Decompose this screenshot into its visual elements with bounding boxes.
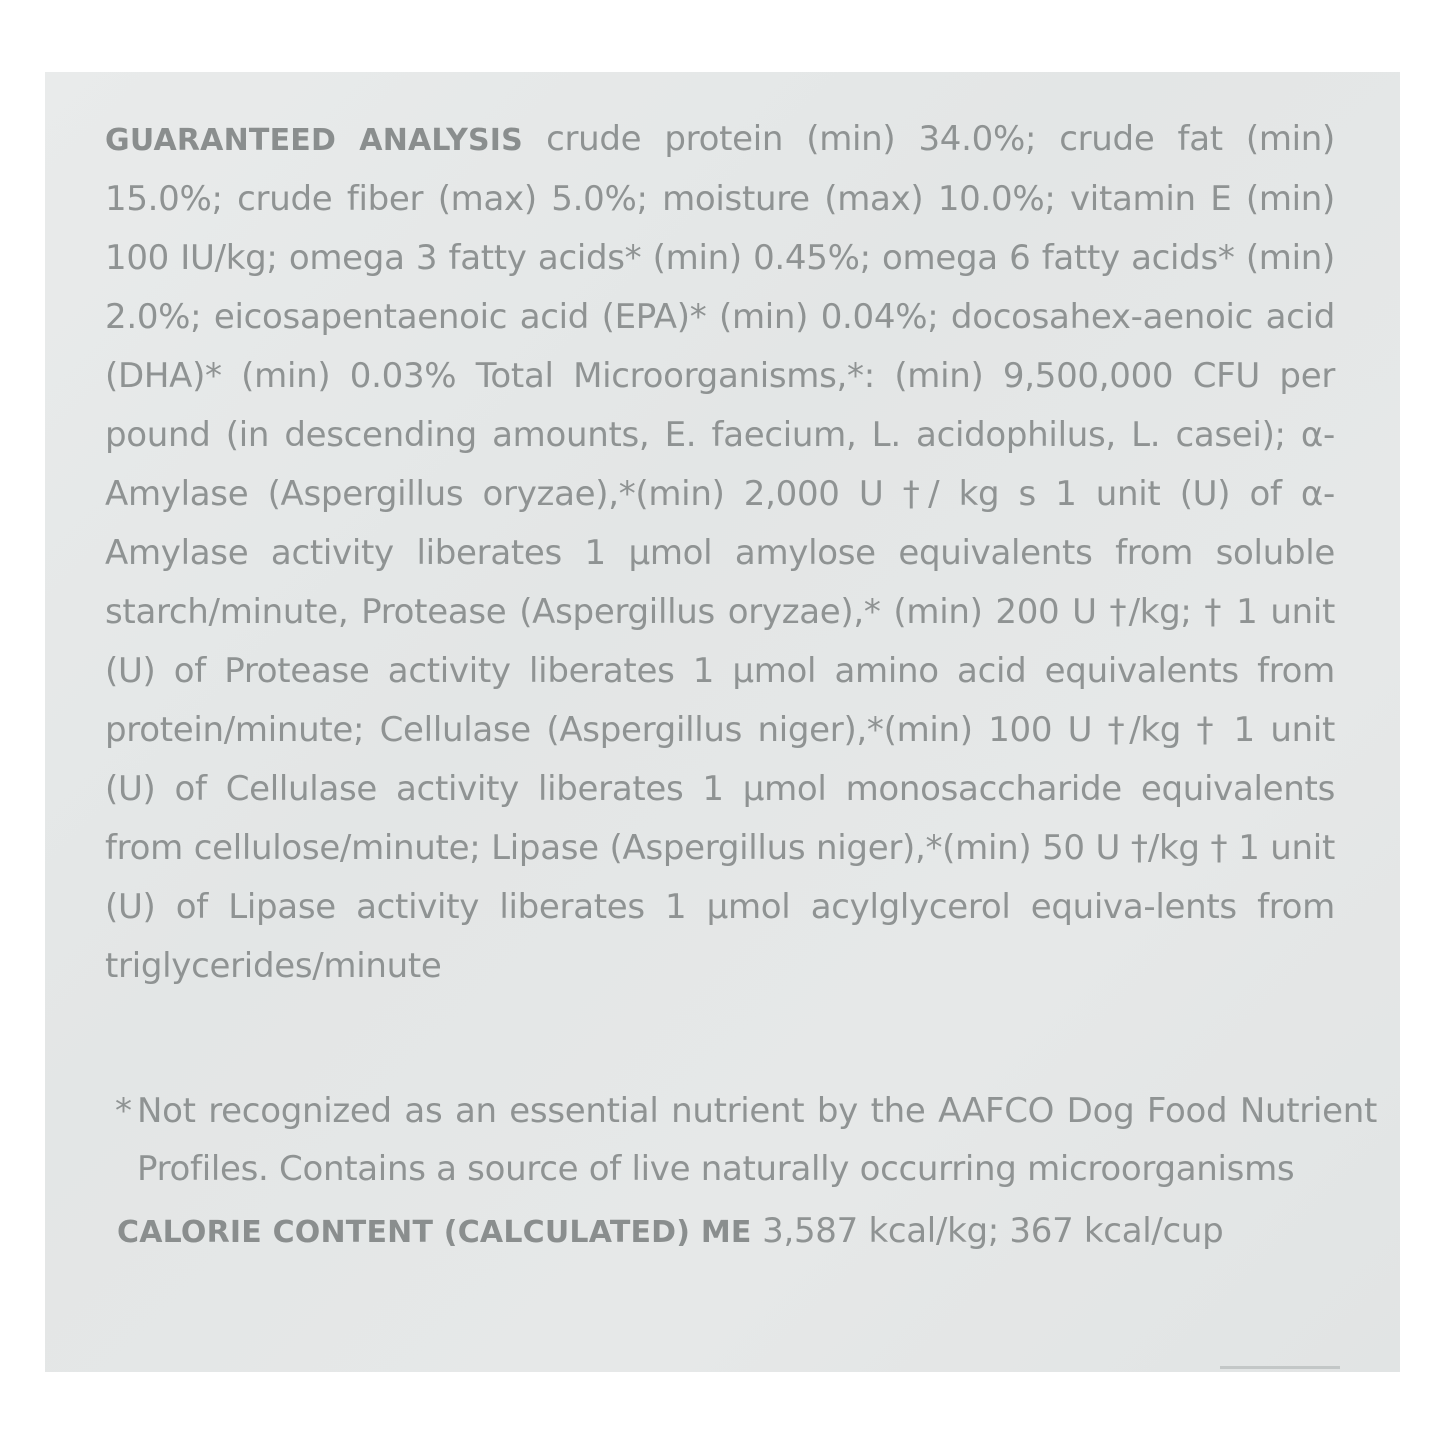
footnote-marker: * <box>115 1091 132 1131</box>
aafco-footnote <box>115 1082 1377 1198</box>
cropped-top-text-edge <box>45 72 1400 86</box>
calorie-content-heading: CALORIE CONTENT (CALCULATED) ME <box>117 1215 752 1250</box>
guaranteed-analysis-paragraph <box>105 110 1335 996</box>
guaranteed-analysis-heading: GUARANTEED ANALYSIS <box>105 123 523 158</box>
calorie-content-value: 3,587 kcal/kg; 367 kcal/cup <box>762 1211 1224 1251</box>
footnote-text: Not recognized as an essential nutrient by the AAFCO Dog Food Nutrient Profiles. Contains a source of live naturally occurring microorganisms <box>137 1091 1377 1189</box>
nutrition-label-panel <box>45 72 1400 1372</box>
calorie-content-line <box>117 1202 1367 1262</box>
cropped-bottom-text-edge <box>45 1362 1400 1372</box>
guaranteed-analysis-body: crude protein (min) 34.0%; crude fat (min) 15.0%; crude fiber (max) 5.0%; moisture (max) 10.0%; vitamin E (min) 100 IU/kg; omega 3 fatty acids* (min) 0.45%; omega 6 fatty acids* (min) 2.0%; eicosapentaenoic acid (EPA)* (min) 0.04%; docosahex-aenoic acid (DHA)* (min) 0.03% Total Microorganisms,*: (min) 9,500,000 CFU per pound (in descending amounts, E. faecium, L. acidophilus, L. casei); α-Amylase (Aspergillus oryzae),*(min) 2,000 U †/ kg s 1 unit (U) of α-Amylase activity liberates 1 µmol amylose equivalents from soluble starch/minute, Protease (Aspergillus oryzae),* (min) 200 U †/kg; † 1 unit (U) of Protease activity liberates 1 µmol amino acid equivalents from protein/minute; Cellulase (Aspergillus niger),*(min) 100 U †/kg † 1 unit (U) of Cellulase activity liberates 1 µmol monosaccharide equivalents from cellulose/minute; Lipase (Aspergillus niger),*(min) 50 U †/kg † 1 unit (U) of Lipase activity liberates 1 µmol acylglycerol equiva-lents from triglycerides/minute <box>105 119 1336 986</box>
